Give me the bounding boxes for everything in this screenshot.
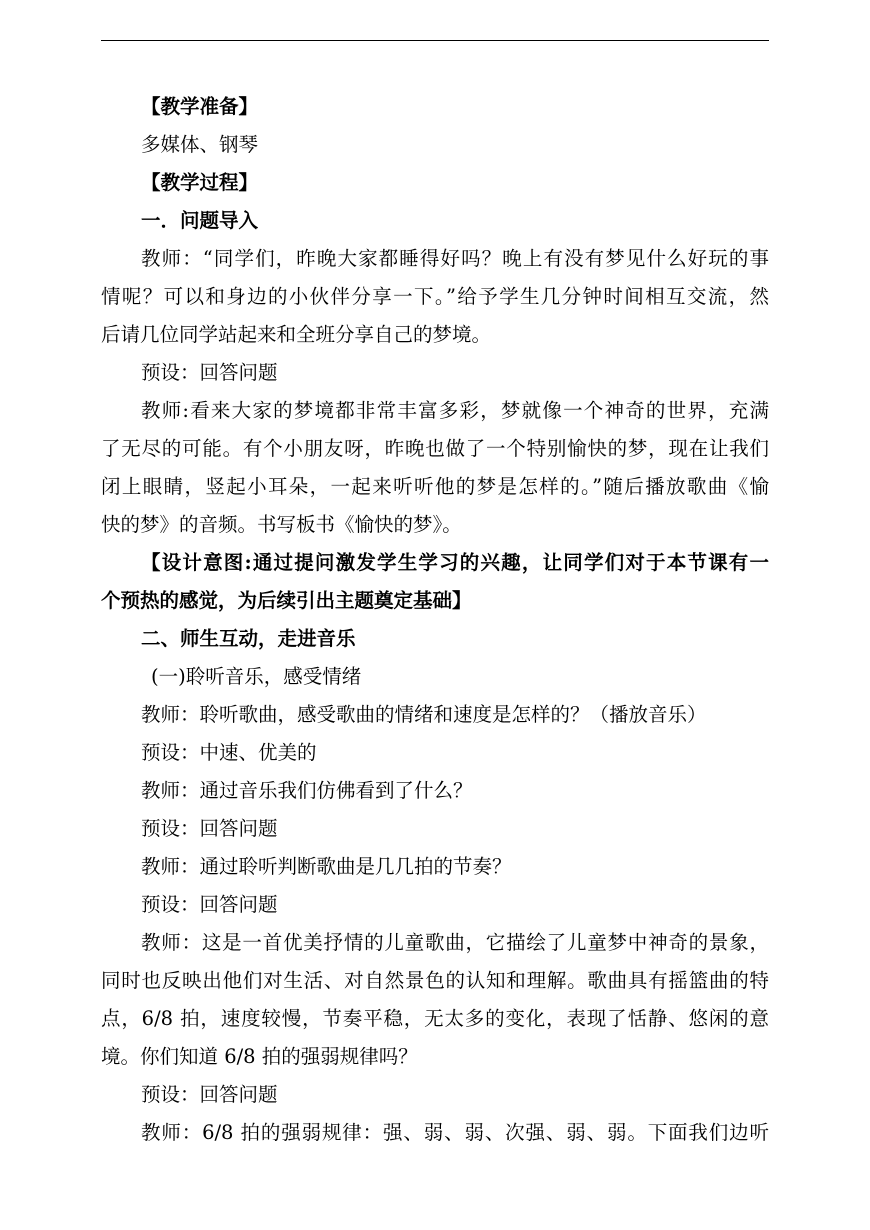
- text-line: 【设计意图:通过提问激发学生学习的兴趣，让同学们对于本节课有一: [141, 551, 769, 574]
- text-line: 教师：通过音乐我们仿佛看到了什么？: [141, 779, 473, 802]
- text-line: 快的梦》的音频。书写板书《愉快的梦》。: [101, 513, 462, 536]
- text-line: (一)聆听音乐，感受情绪: [151, 665, 362, 688]
- text-line: 教师:看来大家的梦境都非常丰富多彩，梦就像一个神奇的世界，充满: [141, 399, 769, 422]
- text-line: 预设：回答问题: [141, 817, 278, 840]
- text-line: 后请几位同学站起来和全班分享自己的梦境。: [101, 323, 492, 346]
- text-line: 一．问题导入: [141, 209, 259, 232]
- text-line: 教师：聆听歌曲，感受歌曲的情绪和速度是怎样的？（播放音乐）: [141, 703, 707, 726]
- text-line: 同时也反映出他们对生活、对自然景色的认知和理解。歌曲具有摇篮曲的特: [101, 969, 769, 992]
- text-line: 教师：6/8 拍的强弱规律：强、弱、弱、次强、弱、弱。下面我们边听: [141, 1121, 769, 1144]
- header-rule: [101, 40, 769, 41]
- text-line: 预设：中速、优美的: [141, 741, 317, 764]
- text-line: 教师：“同学们，昨晚大家都睡得好吗？晚上有没有梦见什么好玩的事: [141, 247, 769, 270]
- text-line: 预设：回答问题: [141, 361, 278, 384]
- text-line: 教师：这是一首优美抒情的儿童歌曲，它描绘了儿童梦中神奇的景象，: [141, 931, 769, 954]
- text-line: 境。你们知道 6/8 拍的强弱规律吗？: [101, 1045, 418, 1068]
- text-line: 二、师生互动，走进音乐: [141, 627, 356, 650]
- text-line: 【教学准备】: [141, 95, 259, 118]
- text-line: 【教学过程】: [141, 171, 259, 194]
- text-line: 预设：回答问题: [141, 1083, 278, 1106]
- document-body: [101, 88, 769, 1152]
- text-line: 多媒体、钢琴: [141, 133, 259, 156]
- text-line: 教师：通过聆听判断歌曲是几几拍的节奏？: [141, 855, 512, 878]
- text-line: 了无尽的可能。有个小朋友呀，昨晚也做了一个特别愉快的梦，现在让我们: [101, 437, 769, 460]
- text-line: 点，6/8 拍，速度较慢，节奏平稳，无太多的变化，表现了恬静、悠闲的意: [101, 1007, 769, 1030]
- text-line: 闭上眼睛，竖起小耳朵，一起来听听他的梦是怎样的。”随后播放歌曲《愉: [101, 475, 769, 498]
- text-line: 预设：回答问题: [141, 893, 278, 916]
- text-line: 情呢？可以和身边的小伙伴分享一下。”给予学生几分钟时间相互交流，然: [101, 285, 769, 308]
- text-line: 个预热的感觉，为后续引出主题奠定基础】: [101, 589, 472, 612]
